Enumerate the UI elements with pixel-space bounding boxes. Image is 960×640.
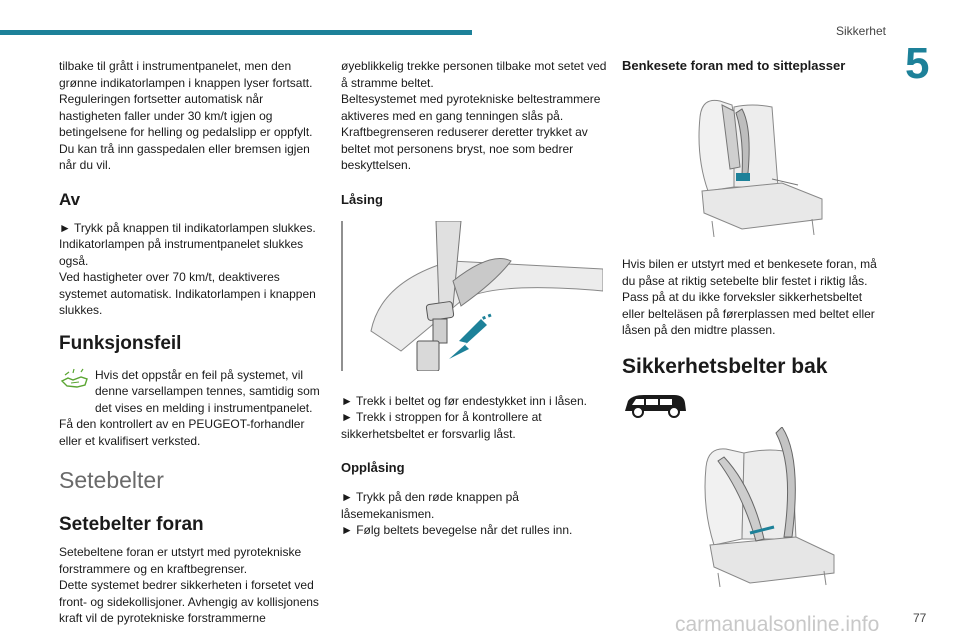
watermark: carmanualsonline.info [675,613,880,636]
page-number: 77 [913,611,927,625]
paragraph: Indikatorlampen på instrumentpanelet slukkes også. [59,237,304,268]
heading-funksjonsfeil: Funksjonsfeil [59,332,182,354]
paragraph: Hvis bilen er utstyrt med et benkesete foran, må du påse at riktig setebelte blir festet i riktig lås. Pass på at du ikke forveksler sikkerhetsbeltet eller belteläsen på førerplassen med beltet eller låsen på den midtre plassen. [622,257,877,337]
instruction: ► Trekk i stroppen for å kontrollere at sikkerhetsbeltet er forsvarlig låst. [341,410,542,441]
paragraph: Ved hastigheter over 70 km/t, deaktiveres systemet automatisk. Indikatorlampen i knappen slukkes. [59,270,316,317]
heading-lasing: Låsing [341,191,383,207]
chapter-number: 5 [905,39,930,88]
heading-setebelter-foran: Setebelter foran [59,514,204,535]
paragraph: øyeblikkelig trekke personen tilbake mot setet ved å stramme beltet. [341,59,607,90]
heading-benkesete: Benkesete foran med to sitteplasser [622,58,846,73]
paragraph: Kraftbegrenseren reduserer deretter trykket av beltet mot personens bryst, noe som bedrer beskyttelsen. [341,125,588,172]
paragraph: Setebeltene foran er utstyrt med pyrotekniske forstrammere og en kraftbegrenser. [59,545,302,576]
heading-sikkerhetsbelter-bak: Sikkerhetsbelter bak [622,354,828,378]
buckle-illustration [341,221,603,371]
instruction: ► Trekk i beltet og før endestykket inn i låsen. [341,393,587,408]
paragraph: Få den kontrollert av en PEUGEOT-forhandler eller et kvalifisert verksted. [59,417,305,448]
column-2 [341,58,607,539]
header-accent-bar [0,30,472,35]
paragraph: Reguleringen fortsetter automatisk når hastigheten faller under 30 km/t igjen og betingelsene for helling og pedalslipp er oppfylt. [59,92,313,139]
instruction: ► Trykk på knappen til indikatorlampen slukkes. [59,220,316,235]
heading-av: Av [59,189,81,209]
paragraph: tilbake til grått i instrumentpanelet, men den grønne indikatorlampen i knappen lyser fortsatt. [59,59,313,90]
van-icon [622,391,688,419]
bench-seat-illustration [622,87,887,242]
paragraph: Du kan trå inn gasspedalen eller bremsen igjen når du vil. [59,141,310,172]
paragraph: Beltesystemet med pyrotekniske beltestrammere aktiveres med en gang tenningen slås på. [341,92,601,123]
paragraph: Dette systemet bedrer sikkerheten i forsetet ved front- og sidekollisjoner. Avhengig av kollisjonens kraft vil de pyrotekniske forstrammerne [59,578,319,625]
heading-setebelter: Setebelter [59,467,164,493]
paragraph: Hvis det oppstår en feil på systemet, vil denne varsellampen tennes, samtidig som det vises en melding i instrumentpanelet. [95,367,320,415]
instruction: ► Trykk på den røde knappen på låsemekanismen. [341,490,519,521]
column-1 [59,58,325,627]
heading-opplasing: Opplåsing [341,460,405,475]
section-title: Sikkerhet [835,24,886,38]
column-3 [622,58,887,587]
warning-lamp-icon [59,367,91,391]
warning-block [59,367,325,417]
rear-belts-illustration [622,427,887,587]
instruction: ► Følg beltets bevegelse når det rulles inn. [341,523,573,537]
